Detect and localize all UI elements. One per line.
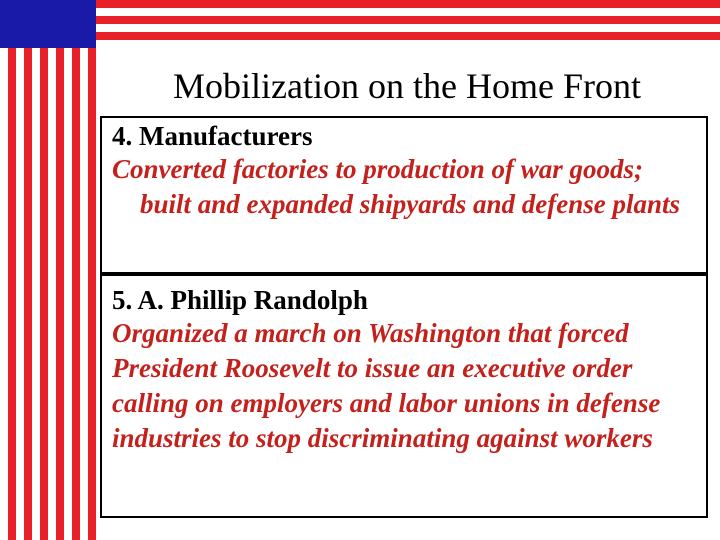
item-description: Organized a march on Washington that forced President Roosevelt to issue an executive order calling on employers and labor unions in defense industries to stop discriminating against workers	[112, 318, 661, 453]
flag-canton	[0, 0, 96, 48]
item-description: Converted factories to production of war goods; built and expanded shipyards and defense plants	[112, 154, 681, 219]
slide-title: Mobilization on the Home Front	[104, 62, 710, 110]
item-heading: 4. Manufacturers	[112, 121, 313, 151]
flag-vertical-stripes	[0, 0, 96, 540]
item-heading: 5. A. Phillip Randolph	[112, 285, 368, 315]
item-box-manufacturers	[100, 116, 708, 274]
item-box-randolph	[100, 274, 708, 518]
flag-horizontal-stripes	[96, 0, 720, 48]
